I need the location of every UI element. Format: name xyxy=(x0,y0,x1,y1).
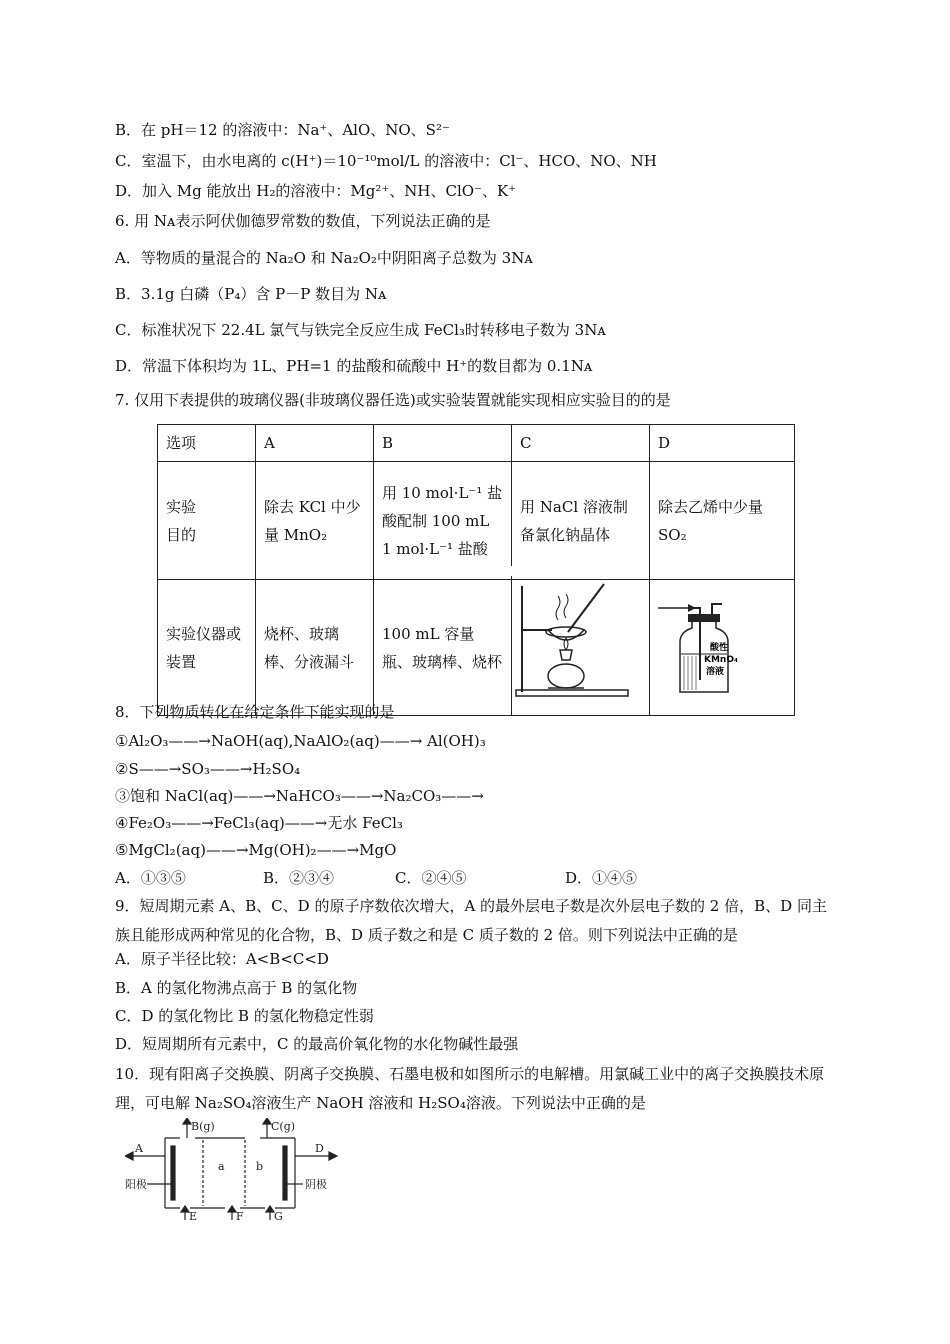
table-header-row xyxy=(158,425,795,462)
choice-d: D．①④⑤ xyxy=(565,869,638,887)
q7-stem: 7. 仅用下表提供的玻璃仪器(非玻璃仪器任选)或实验装置就能实现相应实验目的的是 xyxy=(115,391,671,409)
q9-option-b: B．A 的氢化物沸点高于 B 的氢化物 xyxy=(115,979,358,997)
q8-stem: 8．下列物质转化在给定条件下能实现的是 xyxy=(115,703,395,721)
label-Bg: B(g) xyxy=(191,1120,215,1133)
q5-option-c: C．室温下，由水电离的 c(H⁺)＝10⁻¹⁰mol/L 的溶液中：Cl⁻、HCO、NO、NH xyxy=(115,152,657,170)
q8-item-1: ①Al₂O₃——→NaOH(aq),NaAlO₂(aq)——→ Al(OH)₃ xyxy=(115,732,486,750)
header-cell: C xyxy=(512,425,650,462)
bottle-label-line3: 溶液 xyxy=(706,667,725,677)
label-Cg: C(g) xyxy=(271,1120,296,1133)
row-label: 实验仪器或装置 xyxy=(158,580,256,716)
q8-item-5: ⑤MgCl₂(aq)——→Mg(OH)₂——→MgO xyxy=(115,841,397,859)
q5-option-b: B．在 pH＝12 的溶液中：Na⁺、AlO、NO、S²⁻ xyxy=(115,121,450,139)
label-A: A xyxy=(135,1142,143,1155)
header-cell: A xyxy=(256,425,374,462)
label-a: a xyxy=(218,1160,225,1173)
q6-option-c: C．标准状况下 22.4L 氯气与铁完全反应生成 FeCl₃时转移电子数为 3Nᴀ xyxy=(115,321,606,339)
evaporation-apparatus-figure xyxy=(512,580,650,716)
q8-item-4: ④Fe₂O₃——→FeCl₃(aq)——→无水 FeCl₃ xyxy=(115,814,403,832)
evaporation-dish-icon xyxy=(512,580,649,706)
q6-option-d: D．常温下体积均为 1L、PH=1 的盐酸和硫酸中 H⁺的数目都为 0.1Nᴀ xyxy=(115,357,593,375)
header-cell: D xyxy=(650,425,795,462)
q6-option-a: A．等物质的量混合的 Na₂O 和 Na₂O₂中阴阳离子总数为 3Nᴀ xyxy=(115,249,533,267)
choice-c: C．②④⑤ xyxy=(395,869,467,887)
label-F: F xyxy=(236,1210,244,1223)
header-cell: 选项 xyxy=(158,425,256,462)
wash-bottle-icon xyxy=(650,580,794,706)
q6-option-b: B．3.1g 白磷（P₄）含 P－P 数目为 Nᴀ xyxy=(115,285,387,303)
choice-a: A．①③⑤ xyxy=(115,869,186,887)
q5-option-d: D．加入 Mg 能放出 H₂的溶液中：Mg²⁺、NH、ClO⁻、K⁺ xyxy=(115,182,517,200)
label-G: G xyxy=(274,1210,283,1223)
label-E: E xyxy=(189,1210,198,1223)
label-anode: 阳极 xyxy=(125,1178,147,1191)
table-cell: 除去乙烯中少量 SO₂ xyxy=(650,462,795,580)
q9-option-a: A．原子半径比较：A<B<C<D xyxy=(115,950,329,968)
bottle-label-line1: 酸性 xyxy=(710,643,729,653)
electrolytic-cell-diagram xyxy=(125,1118,340,1224)
label-D: D xyxy=(315,1142,324,1155)
table-border-gap xyxy=(511,566,603,576)
q10-stem: 10．现有阳离子交换膜、阴离子交换膜、石墨电极和如图所示的电解槽。用氯碱工业中的离子交换膜技术原理，可电解 Na₂SO₄溶液生产 NaOH 溶液和 H₂SO₄溶液。下列说法中正确的是 xyxy=(115,1065,825,1112)
q9-option-c: C．D 的氢化物比 B 的氢化物稳定性弱 xyxy=(115,1007,374,1025)
row-label: 实验 目的 xyxy=(158,462,256,580)
q8-item-2: ②S——→SO₃——→H₂SO₄ xyxy=(115,760,301,778)
table-cell: 用 NaCl 溶液制备氯化钠晶体 xyxy=(512,462,650,580)
table-cell: 100 mL 容量瓶、玻璃棒、烧杯 xyxy=(374,580,512,716)
bottle-label-line2: KMnO₄ xyxy=(704,655,738,665)
label-cathode: 阴极 xyxy=(305,1178,327,1191)
label-b: b xyxy=(256,1160,264,1173)
q8-choices xyxy=(115,868,637,888)
q8-item-3: ③饱和 NaCl(aq)——→NaHCO₃——→Na₂CO₃——→ xyxy=(115,787,484,805)
table-row-apparatus xyxy=(158,580,795,716)
q9-option-d: D．短周期所有元素中，C 的最高价氧化物的水化物碱性最强 xyxy=(115,1035,519,1053)
table-cell: 用 10 mol·L⁻¹ 盐酸配制 100 mL 1 mol·L⁻¹ 盐酸 xyxy=(374,462,512,580)
q6-stem: 6. 用 Nᴀ表示阿伏伽德罗常数的数值，下列说法正确的是 xyxy=(115,212,491,230)
q9-stem: 9．短周期元素 A、B、C、D 的原子序数依次增大，A 的最外层电子数是次外层电子数的 2 倍，B、D 同主族且能形成两种常见的化合物，B、D 质子数之和是 C 质子数的 2 倍。则下列说法中正确的是 xyxy=(115,897,827,944)
choice-b: B．②③④ xyxy=(263,869,335,887)
table-cell: 烧杯、玻璃棒、分液漏斗 xyxy=(256,580,374,716)
table-cell: 除去 KCl 中少量 MnO₂ xyxy=(256,462,374,580)
table-row-purpose xyxy=(158,462,795,580)
gas-wash-bottle-figure xyxy=(650,580,795,716)
q7-options-table xyxy=(157,424,795,716)
header-cell: B xyxy=(374,425,512,462)
